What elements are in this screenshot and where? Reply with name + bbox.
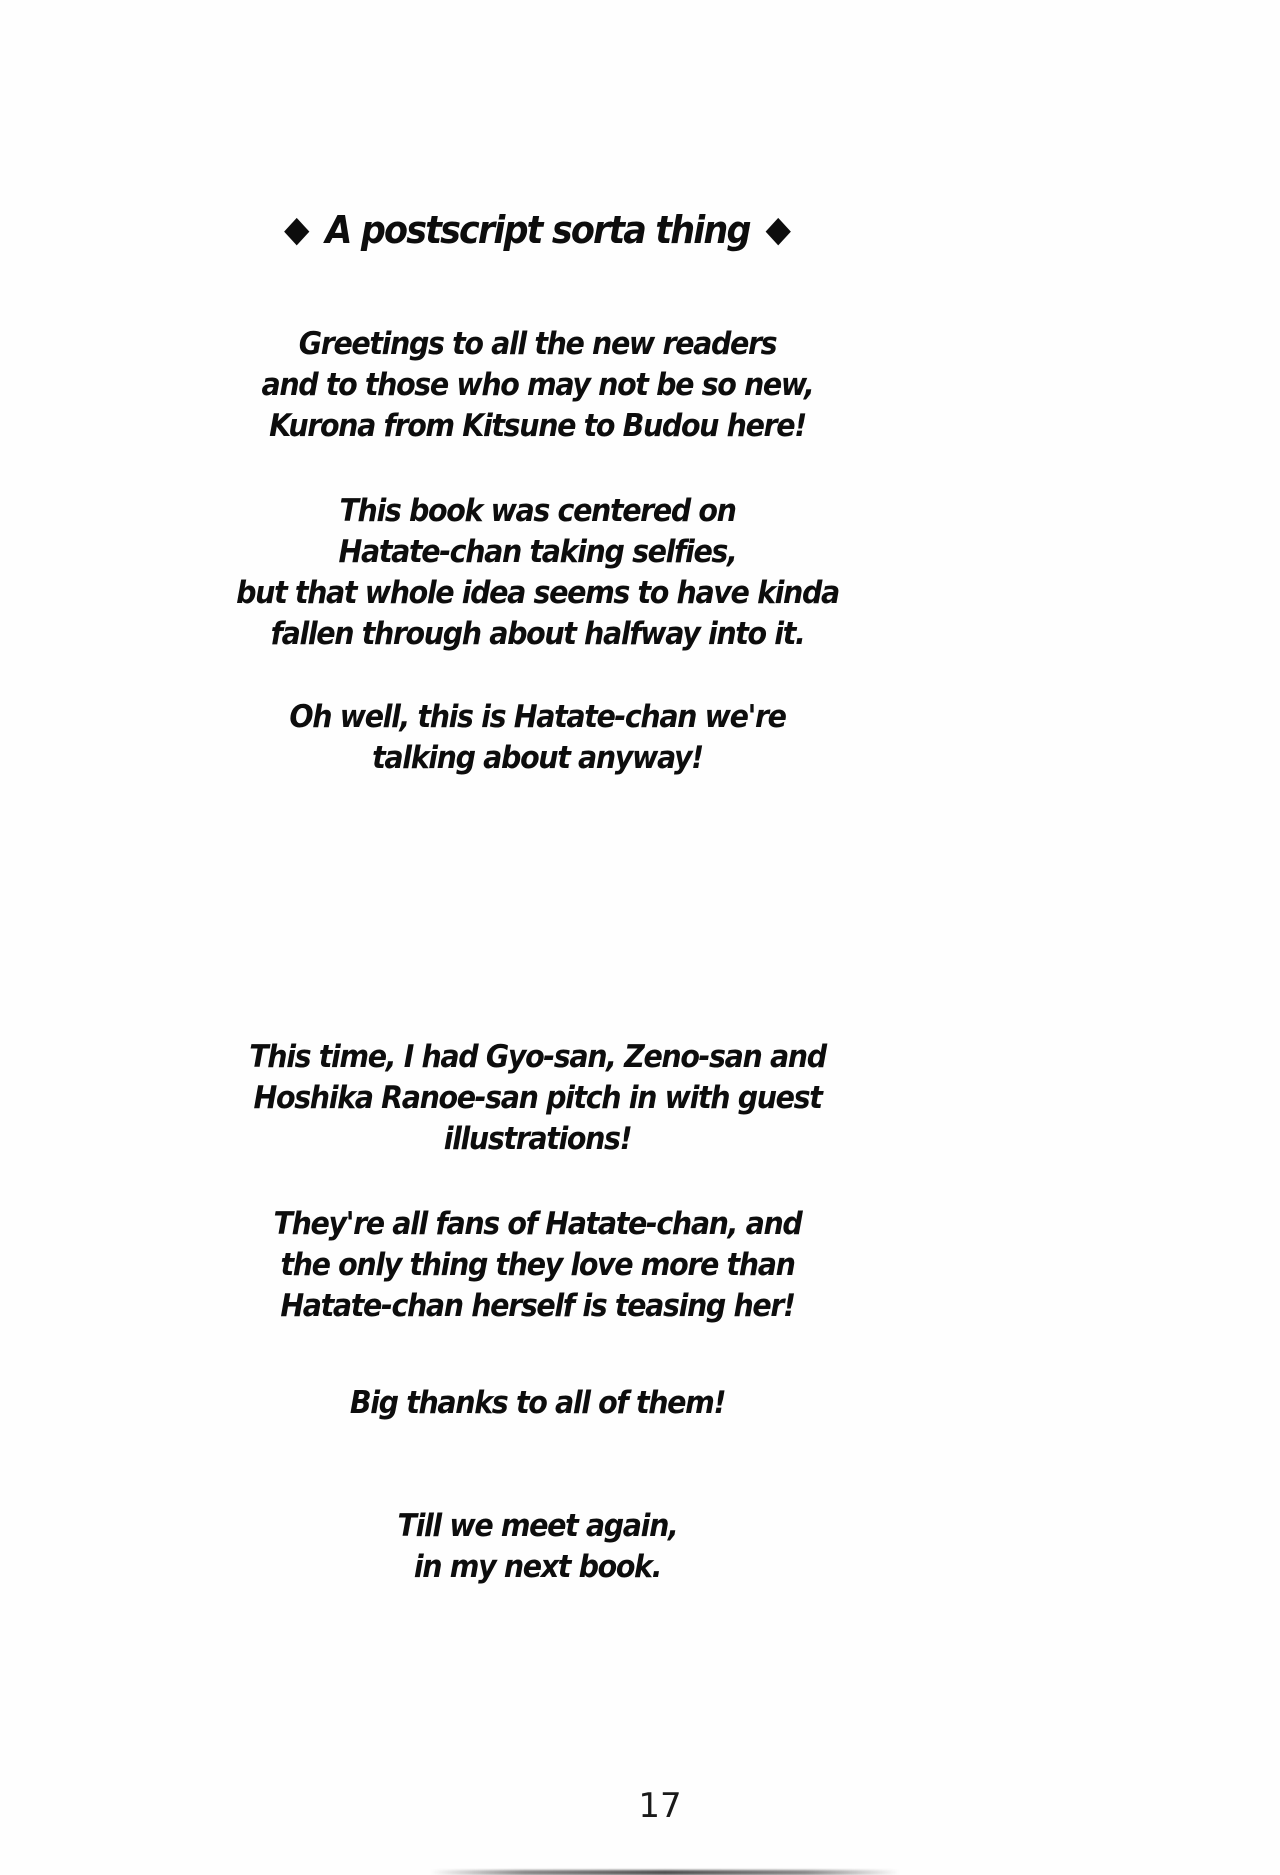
diamond-icon: ◆ xyxy=(765,209,791,250)
page-title xyxy=(43,208,1032,252)
text-line: Hoshika Ranoe-san pitch in with guest xyxy=(253,1080,822,1116)
text-line: They're all fans of Hatate-chan, and xyxy=(273,1206,802,1242)
paragraph-greeting xyxy=(43,324,1032,447)
text-line: Till we meet again, xyxy=(397,1508,678,1544)
page-title-text: A postscript sorta thing xyxy=(325,208,750,252)
text-line: Big thanks to all of them! xyxy=(349,1385,726,1421)
paragraph-fans xyxy=(43,1204,1032,1327)
paragraph-guest-artists xyxy=(43,1037,1032,1160)
text-line: This book was centered on xyxy=(339,493,736,529)
paragraph-farewell xyxy=(43,1506,1032,1588)
page-number: 17 xyxy=(638,1786,682,1826)
diamond-icon: ◆ xyxy=(283,209,310,250)
text-line: the only thing they love more than xyxy=(280,1247,795,1283)
text-line: Kurona from Kitsune to Budou here! xyxy=(269,408,806,444)
text-column xyxy=(43,0,1032,1588)
text-line: Hatate-chan taking selfies, xyxy=(338,534,737,570)
text-line: illustrations! xyxy=(443,1121,632,1157)
text-line: This time, I had Gyo-san, Zeno-san and xyxy=(249,1039,826,1075)
paragraph-thanks xyxy=(43,1383,1032,1424)
text-line: talking about anyway! xyxy=(372,740,703,776)
paragraph-book-concept xyxy=(43,491,1032,655)
paragraph-oh-well xyxy=(43,697,1032,779)
text-line: and to those who may not be so new, xyxy=(261,367,814,403)
text-line: Hatate-chan herself is teasing her! xyxy=(280,1288,795,1324)
text-line: Oh well, this is Hatate-chan we're xyxy=(289,699,786,735)
text-line: fallen through about halfway into it. xyxy=(270,616,805,652)
text-line: Greetings to all the new readers xyxy=(298,326,777,362)
text-line: but that whole idea seems to have kinda xyxy=(236,575,839,611)
scan-artifact-smudge xyxy=(430,1870,900,1875)
text-line: in my next book. xyxy=(413,1549,662,1585)
